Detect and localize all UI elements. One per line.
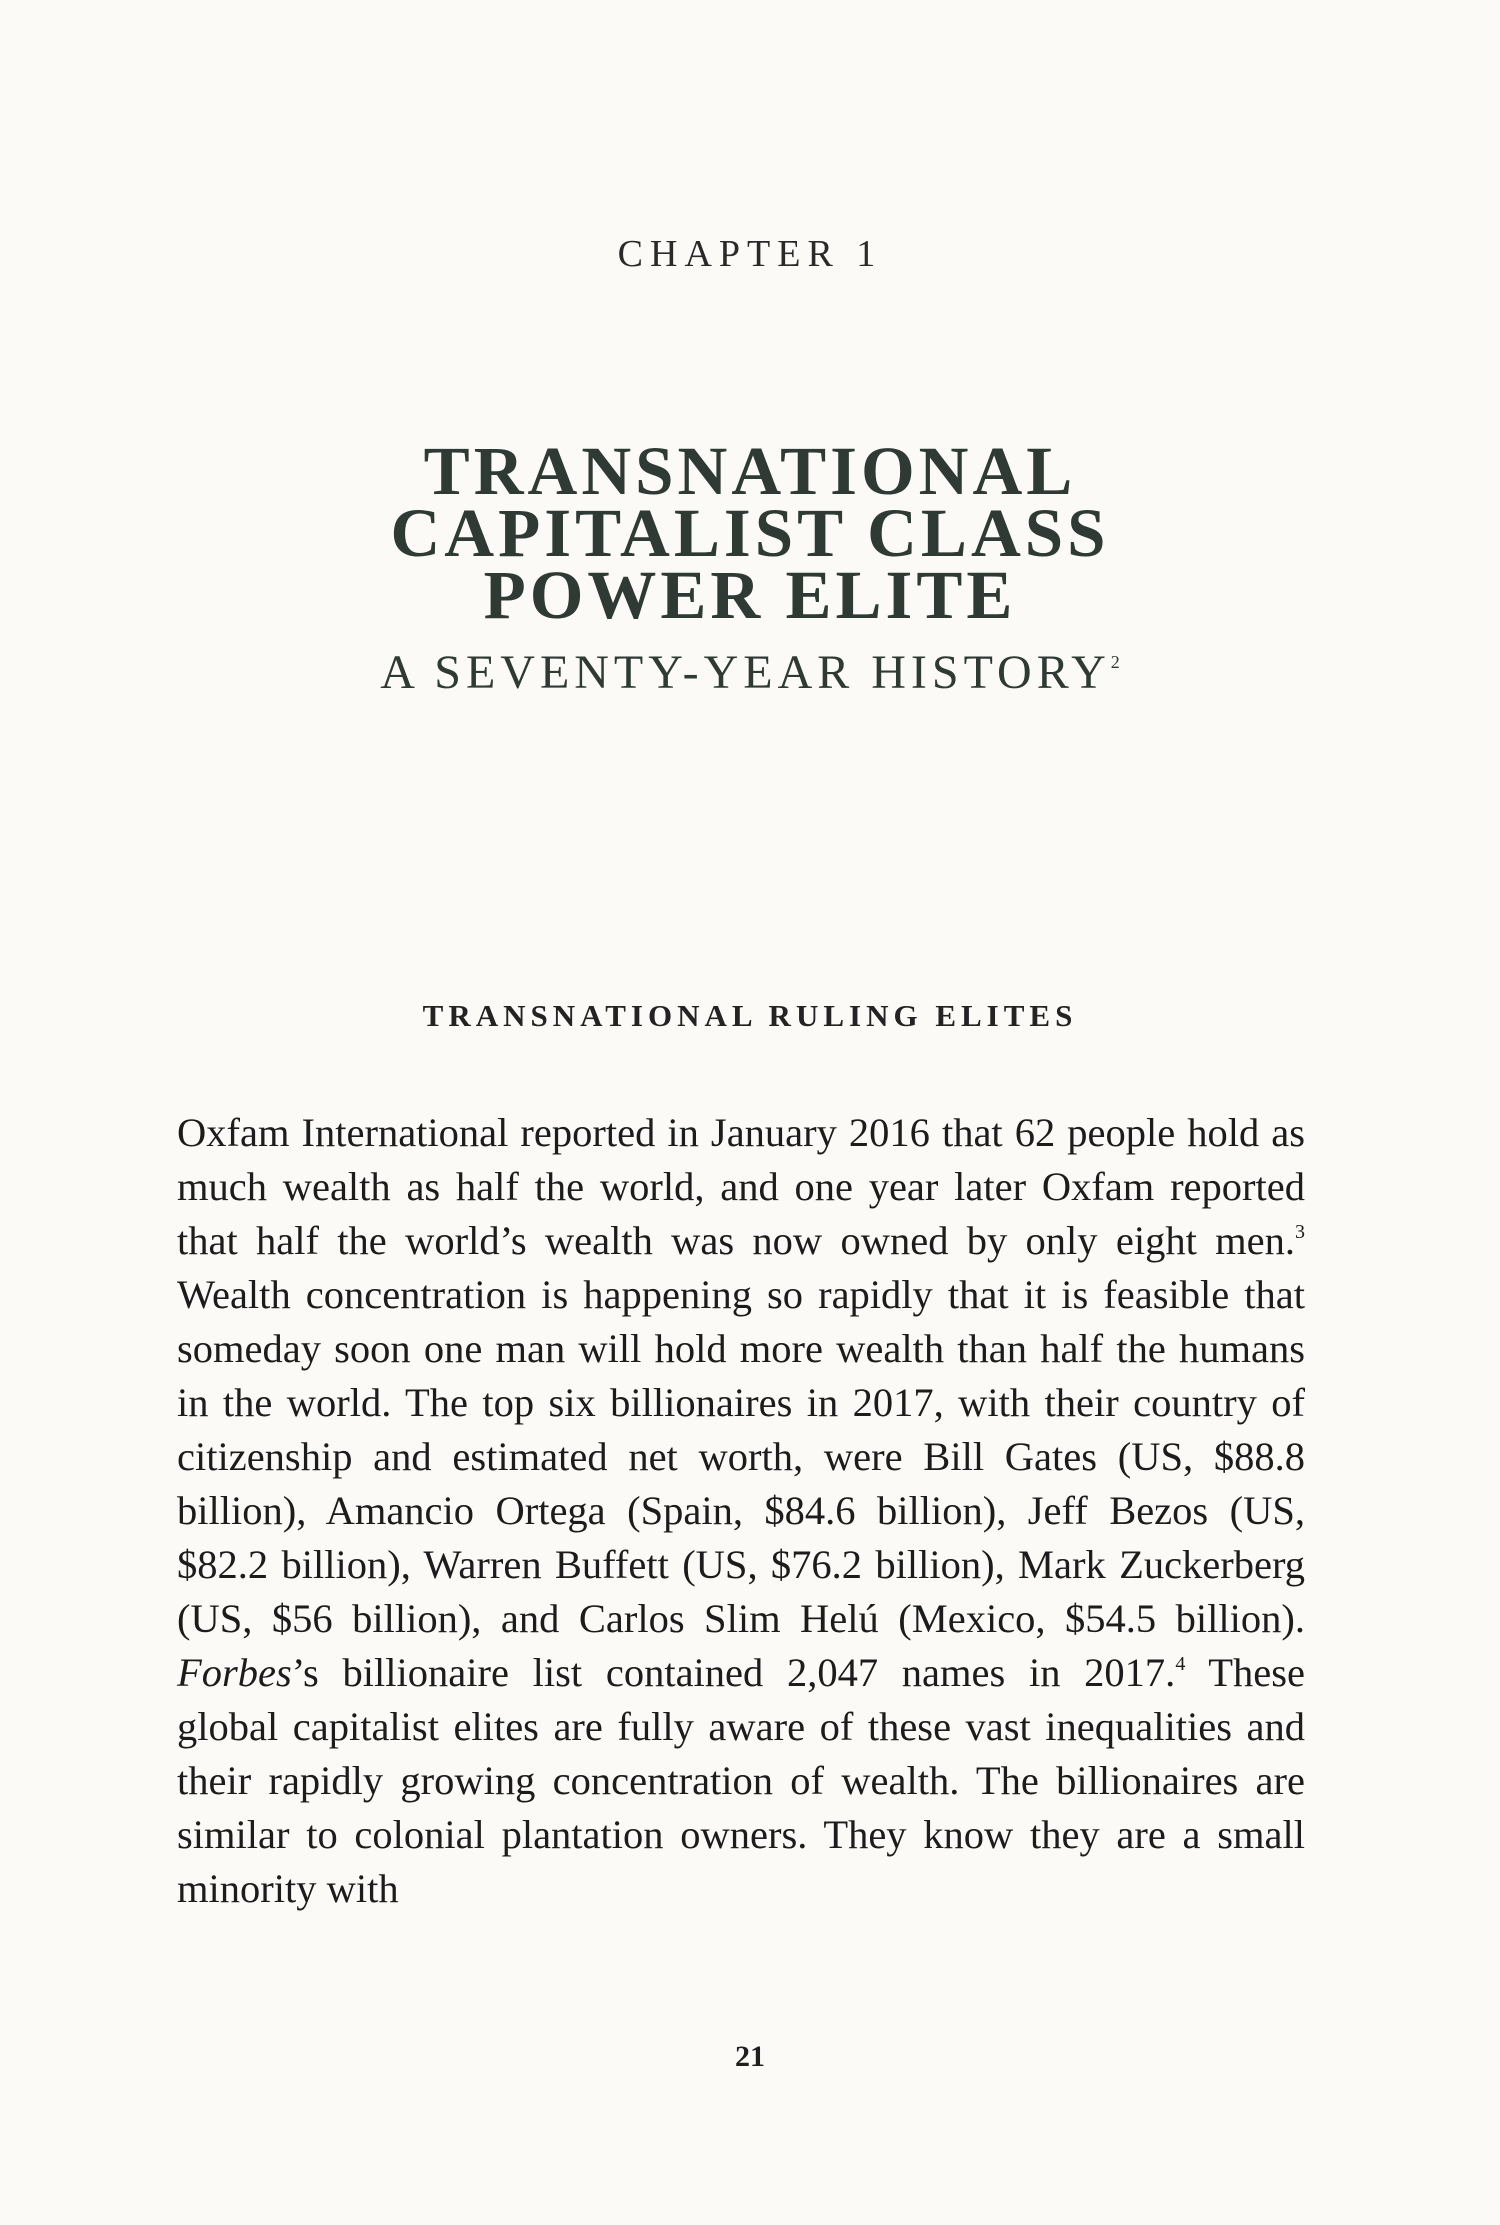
chapter-subtitle xyxy=(0,632,1500,703)
title-line-2: CAPITALIST CLASS xyxy=(390,495,1110,571)
paragraph-text xyxy=(177,1106,1305,1916)
chapter-label: CHAPTER 1 xyxy=(617,233,883,275)
section-heading: TRANSNATIONAL RULING ELITES xyxy=(422,998,1078,1033)
body-paragraph xyxy=(177,1106,1305,1916)
footnote-ref: 4 xyxy=(1175,1653,1186,1675)
title-line-3: POWER ELITE xyxy=(483,557,1017,633)
text-run: Oxfam International reported in January 2016 that 62 people hold as much wealth as half the world, and one year later Oxfam reported that half the world’s wealth was now owned by only eight men. xyxy=(177,1110,1305,1263)
text-run: These global capitalist elites are fully aware of these vast inequalities and their rapidly growing concentration of wealth. The billionaires are similar to colonial plantation owners. They know they are a small minority with xyxy=(177,1650,1305,1911)
italic-title: Forbes xyxy=(177,1650,292,1695)
subtitle-footnote-ref: 2 xyxy=(1110,652,1120,672)
page-number: 21 xyxy=(735,2040,765,2073)
text-run: Wealth concentration is happening so rapidly that it is feasible that someday soon one man will hold more wealth than half the humans in the world. The top six billionaires in 2017, with their country of citizenship and estimated net worth, were Bill Gates (US, $88.8 billion), Amancio Ortega (Spain, $84.6 billion), Jeff Bezos (US, $82.2 billion), Warren Buffett (US, $76.2 billion), Mark Zuckerberg (US, $56 billion), and Carlos Slim Helú (Mexico, $54.5 billion). xyxy=(177,1272,1305,1641)
title-line-1: TRANSNATIONAL xyxy=(423,433,1077,509)
chapter-title-block xyxy=(0,433,1500,703)
footnote-ref: 3 xyxy=(1295,1221,1305,1243)
subtitle-text: A SEVENTY-YEAR HISTORY xyxy=(380,646,1111,699)
text-run: ’s billionaire list contained 2,047 names in 2017. xyxy=(291,1650,1176,1695)
